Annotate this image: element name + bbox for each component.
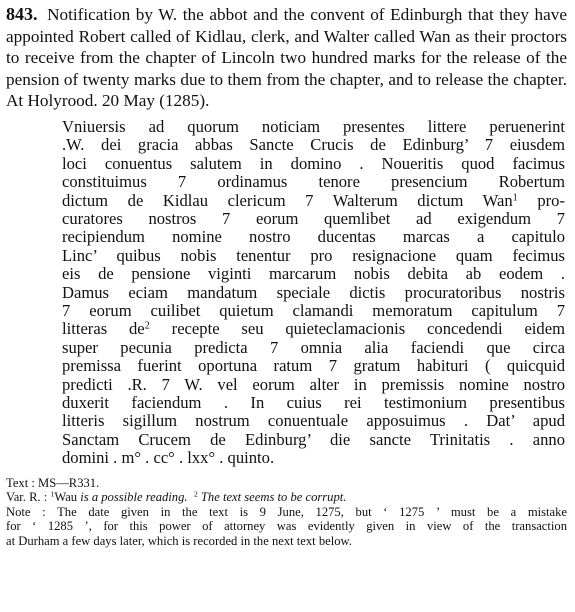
- note-line: at Durham a few days later, which is recorded in the next text below.: [6, 534, 352, 549]
- latin-line-text: dictum de Kidlau clericum 7 Walterum dictum Wan: [62, 190, 513, 210]
- latin-line-tail: pro-: [517, 190, 565, 210]
- latin-line: duxerit faciendum . In cuius rei testimonium presentibus: [62, 393, 565, 413]
- var-2-comment: The text seems to be corrupt.: [200, 490, 347, 505]
- latin-line: litteris sigillum nostrum conuentuale apposuimus . Dat’ apud: [62, 411, 565, 431]
- latin-line: constituimus 7 ordinamus tenore presencium Robertum: [62, 172, 565, 192]
- var-1-ref: 1: [50, 490, 55, 499]
- latin-line: curatores nostros 7 eorum quemlibet ad exigendum 7: [62, 209, 565, 228]
- footnote-ref-2: 2: [144, 320, 150, 332]
- latin-line-tail: recepte seu quieteclamacionis concedendi eidem: [149, 319, 565, 339]
- latin-line: Vniuersis ad quorum noticiam presentes littere peruenerint: [62, 116, 565, 136]
- latin-line: Damus eciam mandatum speciale dictis procuratoribus nostris: [62, 282, 565, 302]
- variant-readings-line: [6, 490, 567, 505]
- var-2-ref: 2: [193, 490, 198, 499]
- var-1-word: Wau: [54, 490, 78, 505]
- latin-line: Linc’ quibus nobis tenentur pro resignacione quam fecimus: [62, 245, 565, 265]
- note-label: Note :: [6, 504, 46, 519]
- apparatus-notes: [6, 476, 567, 549]
- latin-line: loci conuentus salutem in domino . Noueritis quod facimus: [62, 153, 565, 173]
- summary-text: Notification by W. the abbot and the convent of Edinburgh that they have appointed Robert called of Kidlau, clerk, and Walter called Wan as their proctors to receive from the chapter of Lincoln two hundred marks for the release of the pension of twenty marks due to them from the chapter, and to release the chapter. At Holyrood. 20 May (1285).: [6, 5, 567, 111]
- latin-line: [62, 320, 565, 338]
- latin-line-text: litteras de: [62, 319, 145, 339]
- text-source: MS—R331.: [38, 475, 100, 490]
- text-label: Text :: [6, 475, 35, 490]
- latin-line: 7 eorum cuilibet quietum clamandi memoratum capitulum 7: [62, 301, 565, 321]
- note-line: for ‘ 1285 ’, for this power of attorney was evidently given in view of the transaction: [6, 519, 567, 534]
- latin-text-block: [6, 118, 567, 468]
- note-line: [6, 505, 567, 520]
- entry-number: 843.: [6, 4, 38, 24]
- latin-line: [62, 192, 565, 210]
- var-label: Var. R. :: [6, 490, 48, 505]
- latin-line: .W. dei gracia abbas Sancte Crucis de Edinburg’ 7 eiusdem: [62, 135, 565, 155]
- latin-line: premissa fuerint oportuna ratum 7 gratum habituri ( quicquid: [62, 356, 565, 376]
- footnote-ref-1: 1: [512, 191, 518, 203]
- latin-line: eis de pensione viginti marcarum nobis debita ab eodem .: [62, 264, 565, 284]
- latin-line: predicti .R. 7 W. vel eorum alter in premissis nomine nostro: [62, 374, 565, 394]
- text-source-line: [6, 476, 567, 491]
- var-1-comment: is a possible reading.: [80, 490, 188, 505]
- latin-line: super pecunia predicta 7 omnia alia faciendi que circa: [62, 337, 565, 357]
- latin-line: Sanctam Crucem de Edinburg’ die sancte Trinitatis . anno: [62, 429, 565, 449]
- note-text-1: The date given in the text is 9 June, 1275, but ‘ 1275 ’ must be a mistake: [57, 504, 567, 519]
- latin-line: domini . m° . cc° . lxx° . quinto.: [62, 448, 275, 468]
- latin-line: recipiendum nomine nostro ducentas marcas a capitulo: [62, 227, 565, 247]
- entry-summary: [6, 4, 567, 112]
